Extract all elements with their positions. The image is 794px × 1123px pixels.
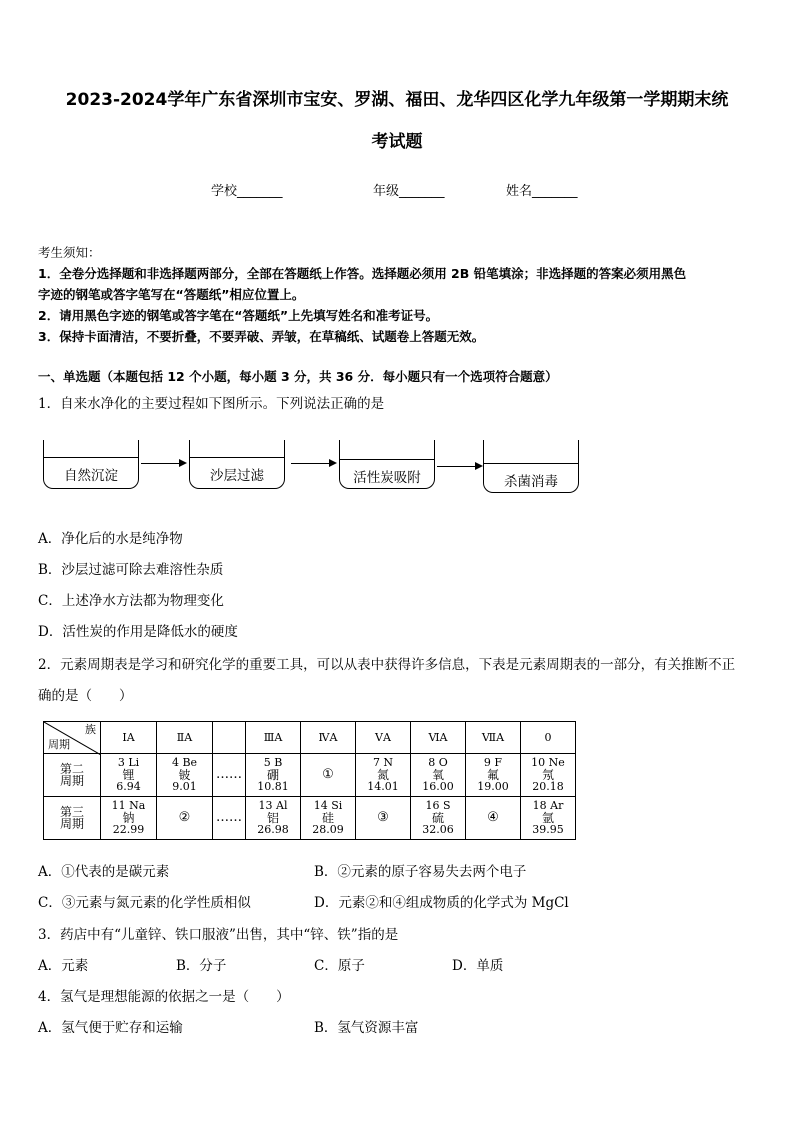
element-mass: 10.81 (257, 780, 289, 793)
element-cell (466, 754, 521, 797)
group-header: ⅣA (301, 722, 356, 754)
element-mass: 6.94 (116, 780, 141, 793)
notice-heading: 考生须知： (38, 245, 101, 260)
tank-step-1 (43, 440, 139, 489)
title-line-2: 考试题 (371, 132, 423, 152)
element-cell (521, 797, 576, 840)
table-row-period-2 (44, 754, 576, 797)
arrow-2 (291, 463, 335, 464)
group-header: ⅥA (411, 722, 466, 754)
element-name: 铍 (178, 768, 191, 782)
group-header (213, 722, 246, 754)
element-cell (246, 797, 301, 840)
element-cell (521, 754, 576, 797)
q2-stem-2: 确的是（ ） (38, 688, 133, 704)
element-number-symbol: 9 F (483, 756, 503, 769)
element-name: 铝 (266, 811, 279, 825)
corner-period-label: 周期 (48, 738, 70, 751)
q4-option-b[interactable]: B．氢气资源丰富 (314, 1020, 419, 1036)
q2-option-b[interactable]: B．②元素的原子容易失去两个电子 (314, 864, 527, 880)
element-number-symbol: 11 Na (111, 799, 146, 812)
step-2-label: 沙层过滤 (210, 468, 264, 484)
q2-stem-1: 2．元素周期表是学习和研究化学的重要工具，可以从表中获得许多信息，下表是元素周期表的一部分，有关推断不正 (38, 657, 736, 673)
q4-stem: 4．氢气是理想能源的依据之一是（ ） (38, 989, 290, 1005)
element-mass: 9.01 (172, 780, 197, 793)
q2-option-a[interactable]: A．①代表的是碳元素 (38, 864, 170, 880)
q3-option-a[interactable]: A．元素 (38, 958, 89, 974)
element-name: 硫 (431, 811, 444, 825)
q1-option-d[interactable]: D．活性炭的作用是降低水的硬度 (38, 624, 238, 640)
element-name: 氖 (541, 768, 554, 782)
element-number-symbol: 13 Al (258, 799, 288, 812)
element-mass: 39.95 (532, 823, 564, 836)
notice-item-1-cont: 字迹的钢笔或答字笔写在“答题纸”相应位置上。 (38, 287, 305, 302)
q3-option-d[interactable]: D．单质 (452, 958, 504, 974)
element-cell (411, 797, 466, 840)
period-2-label: 第二 周期 (44, 754, 101, 797)
placeholder-cell: …… (213, 754, 246, 797)
q4-option-a[interactable]: A．氢气便于贮存和运输 (38, 1020, 183, 1036)
exam-title (30, 79, 764, 163)
tank-step-2 (189, 440, 285, 489)
q1-option-c[interactable]: C．上述净水方法都为物理变化 (38, 593, 224, 609)
q3-option-c[interactable]: C．原子 (314, 958, 365, 974)
placeholder-cell: ③ (356, 797, 411, 840)
group-header: ⅤA (356, 722, 411, 754)
q3-stem: 3．药店中有“儿童锌、铁口服液”出售，其中“锌、铁”指的是 (38, 927, 399, 943)
element-name: 氩 (541, 811, 554, 825)
placeholder-cell: ② (157, 797, 213, 840)
step-1-label: 自然沉淀 (64, 468, 118, 484)
element-mass: 14.01 (367, 780, 399, 793)
element-cell (101, 754, 157, 797)
placeholder-cell: …… (213, 797, 246, 840)
q3-option-b[interactable]: B．分子 (176, 958, 227, 974)
group-header: ⅠA (101, 722, 157, 754)
element-name: 锂 (122, 768, 135, 782)
q1-option-b[interactable]: B．沙层过滤可除去难溶性杂质 (38, 562, 224, 578)
element-cell (301, 797, 356, 840)
element-cell (356, 754, 411, 797)
element-name: 氮 (376, 768, 389, 782)
notice-item-2: 2．请用黑色字迹的钢笔或答字笔在“答题纸”上先填写姓名和准考证号。 (38, 308, 439, 323)
element-number-symbol: 14 Si (313, 799, 343, 812)
element-name: 氟 (486, 768, 499, 782)
q1-stem: 1．自来水净化的主要过程如下图所示。下列说法正确的是 (38, 396, 385, 412)
element-name: 硼 (266, 768, 279, 782)
element-mass: 26.98 (257, 823, 289, 836)
element-name: 氧 (431, 768, 444, 782)
group-header: ⅦA (466, 722, 521, 754)
title-line-1: 2023-2024学年广东省深圳市宝安、罗湖、福田、龙华四区化学九年级第一学期期末统 (65, 90, 729, 110)
element-number-symbol: 7 N (372, 756, 394, 769)
arrow-3 (437, 466, 481, 467)
element-number-symbol: 10 Ne (531, 756, 565, 769)
element-number-symbol: 4 Be (171, 756, 198, 769)
corner-group-label: 族 (85, 723, 96, 736)
group-header: ⅡA (157, 722, 213, 754)
element-mass: 28.09 (312, 823, 344, 836)
name-field: 姓名_______ (506, 184, 578, 199)
element-number-symbol: 16 S (425, 799, 451, 812)
element-name: 硅 (321, 811, 334, 825)
element-cell (101, 797, 157, 840)
grade-field: 年级_______ (373, 184, 445, 199)
element-number-symbol: 3 Li (117, 756, 140, 769)
tank-step-4 (483, 440, 579, 493)
element-mass: 16.00 (422, 780, 454, 793)
school-field: 学校_______ (211, 184, 283, 199)
group-header: ⅢA (246, 722, 301, 754)
notice-item-1: 1．全卷分选择题和非选择题两部分，全部在答题纸上作答。选择题必须用 2B 铅笔填涂；非选择题的答案必须用黑色 (38, 266, 687, 281)
element-mass: 22.99 (112, 823, 145, 836)
notice-item-3: 3．保持卡面清洁，不要折叠，不要弄破、弄皱，在草稿纸、试题卷上答题无效。 (38, 329, 485, 344)
placeholder-cell: ④ (466, 797, 521, 840)
element-mass: 19.00 (477, 780, 509, 793)
periodic-table (43, 721, 576, 840)
element-mass: 32.06 (422, 823, 454, 836)
period-3-label: 第三 周期 (44, 797, 101, 840)
q2-option-c[interactable]: C．③元素与氮元素的化学性质相似 (38, 895, 251, 911)
element-name: 钠 (122, 811, 135, 825)
step-4-label: 杀菌消毒 (504, 474, 558, 490)
element-cell (411, 754, 466, 797)
section-heading: 一、单选题（本题包括 12 个小题，每小题 3 分，共 36 分．每小题只有一个选项符合题意） (38, 369, 558, 384)
step-3-label: 活性炭吸附 (353, 470, 421, 486)
q1-option-a[interactable]: A．净化后的水是纯净物 (38, 531, 183, 547)
tank-step-3 (339, 440, 435, 489)
q2-option-d[interactable]: D．元素②和④组成物质的化学式为 MgCl (314, 895, 569, 911)
element-number-symbol: 8 O (428, 756, 448, 769)
element-mass: 20.18 (532, 780, 564, 793)
placeholder-cell: ① (301, 754, 356, 797)
element-number-symbol: 5 B (263, 756, 283, 769)
element-cell (157, 754, 213, 797)
element-number-symbol: 18 Ar (532, 799, 564, 812)
group-header: 0 (521, 722, 576, 754)
element-cell (246, 754, 301, 797)
table-row-period-3 (44, 797, 576, 840)
table-corner (44, 722, 101, 754)
arrow-1 (141, 463, 185, 464)
